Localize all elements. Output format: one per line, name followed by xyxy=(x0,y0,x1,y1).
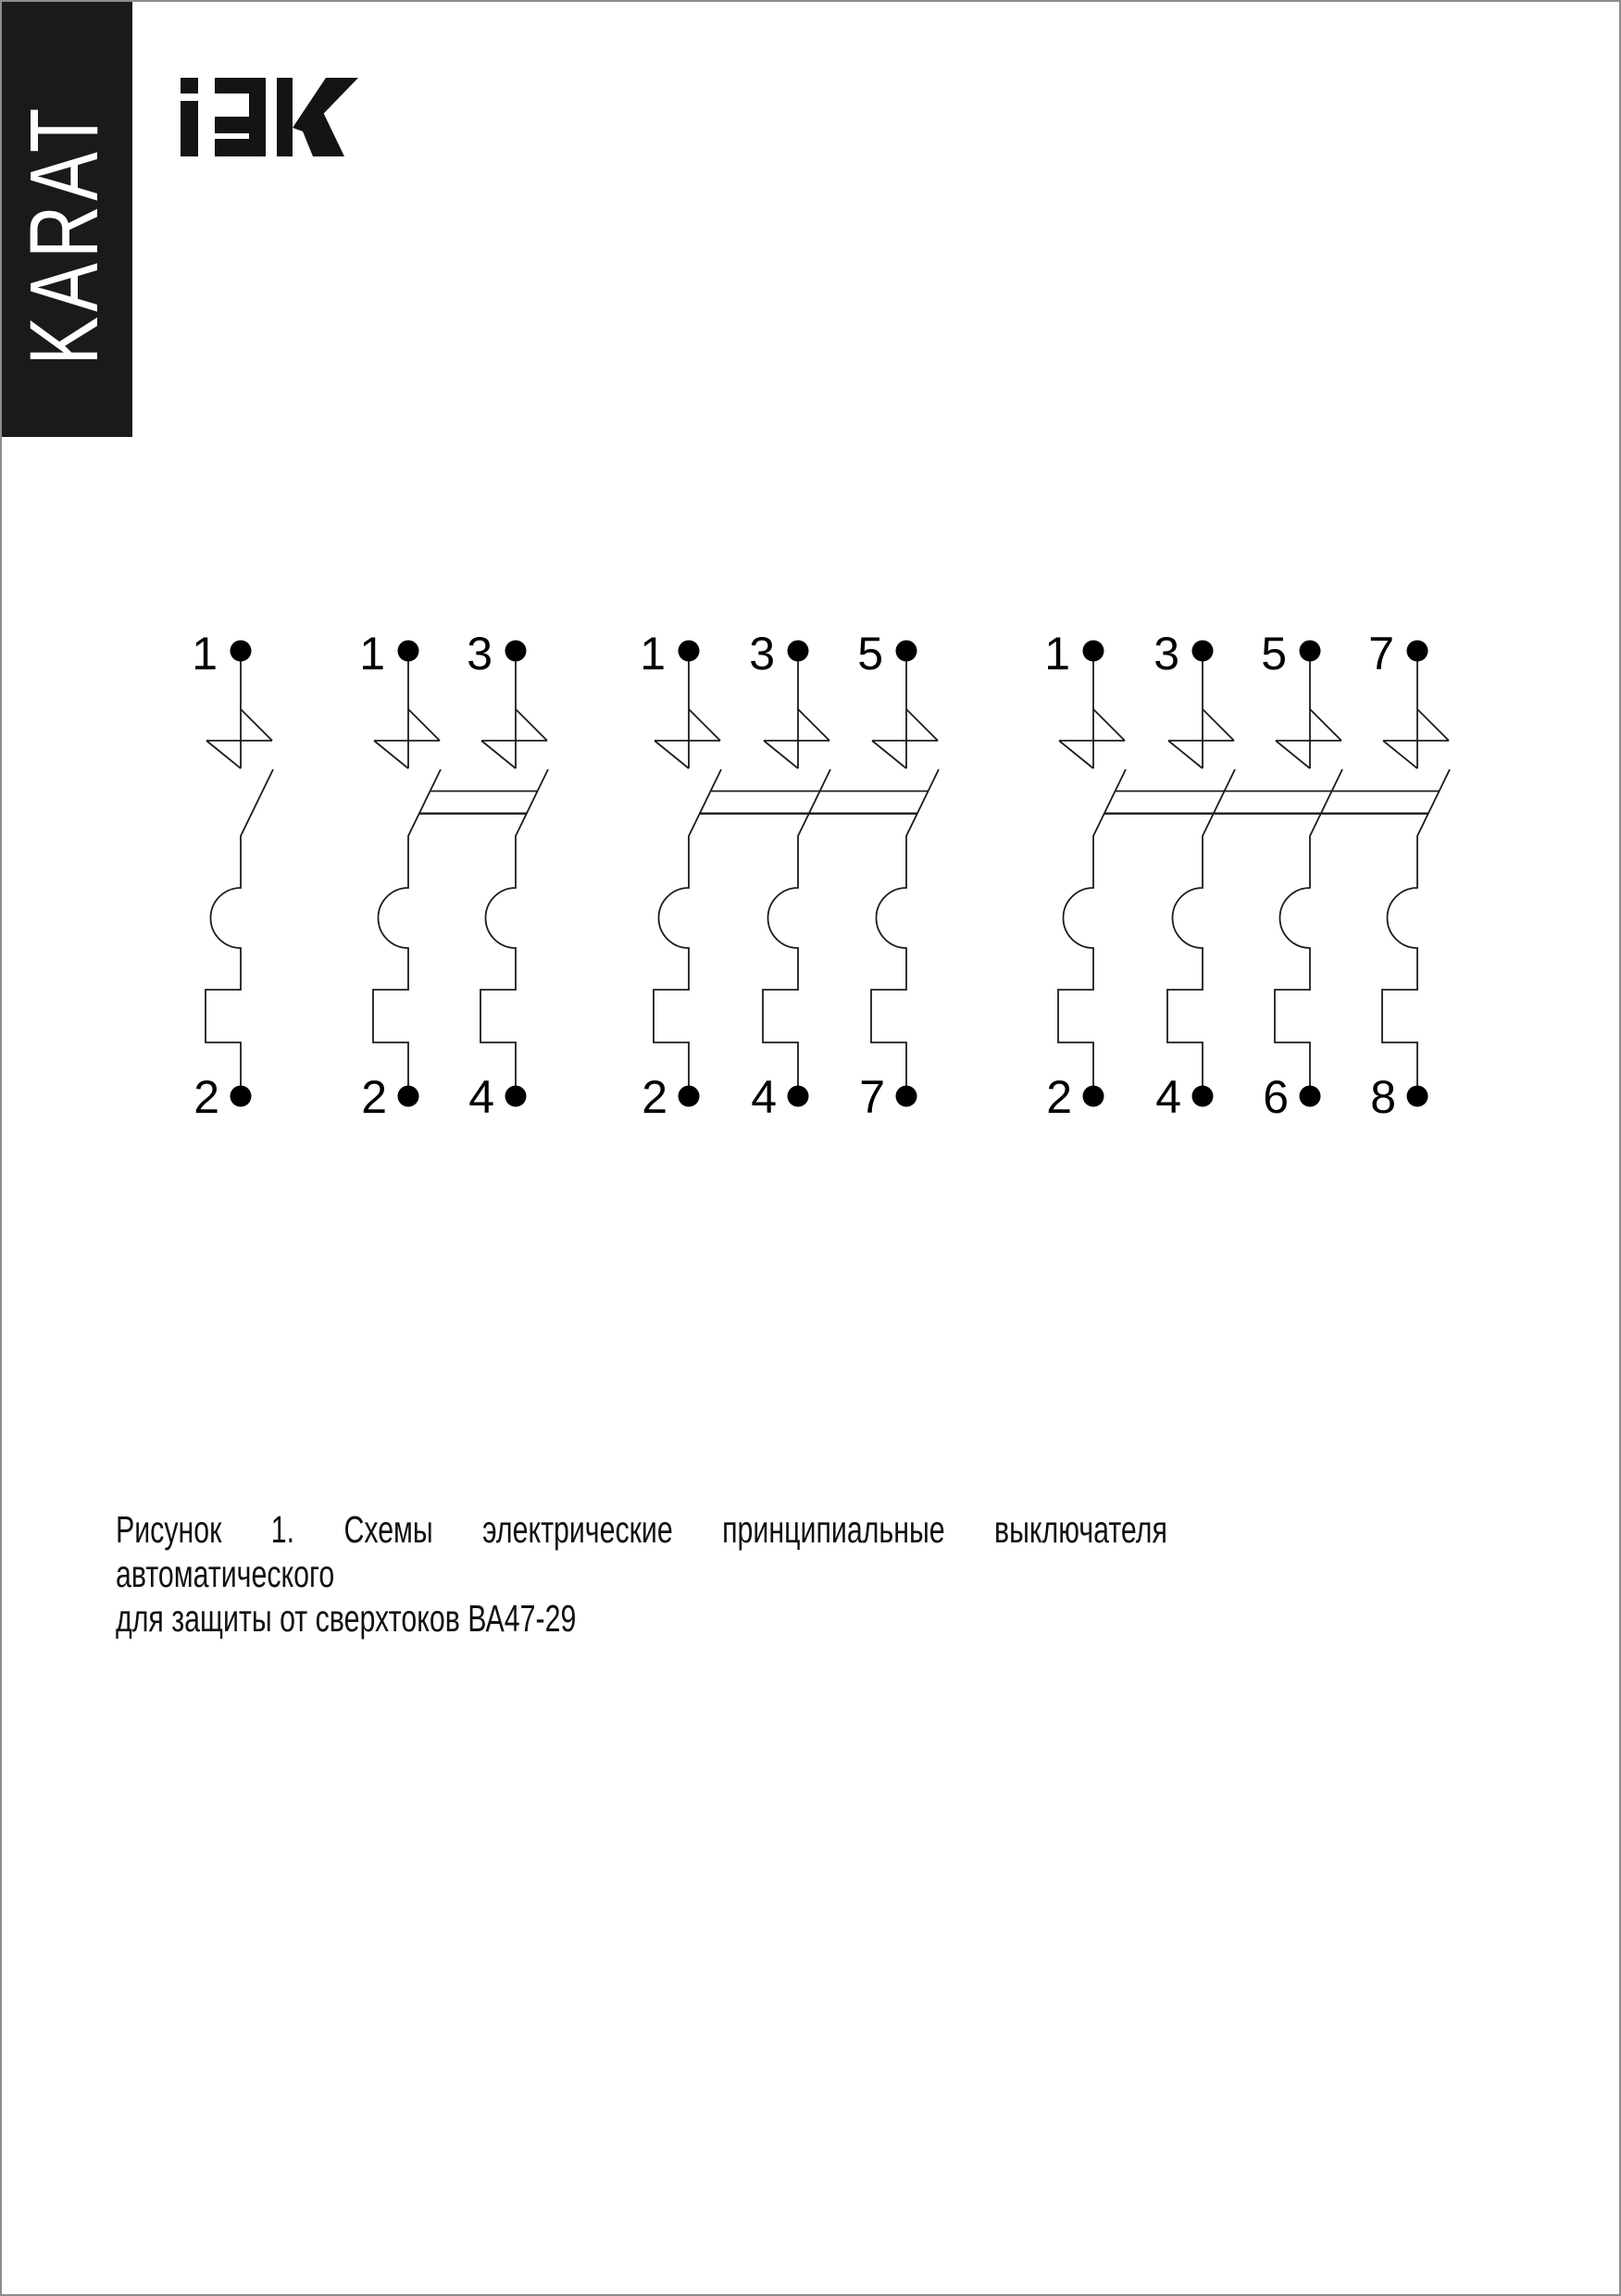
terminal-label-top: 5 xyxy=(1261,628,1287,680)
terminal-label-bottom: 8 xyxy=(1370,1071,1396,1123)
terminal-dot-top xyxy=(1192,641,1214,662)
terminal-label-top: 3 xyxy=(467,628,493,680)
terminal-label-bottom: 2 xyxy=(1046,1071,1072,1123)
terminal-dot-bottom xyxy=(398,1086,419,1107)
pole xyxy=(1153,628,1235,1123)
pole xyxy=(749,628,830,1123)
karat-brand-text: KARAT xyxy=(10,103,118,366)
terminal-label-bottom: 4 xyxy=(468,1071,494,1123)
terminal-label-top: 3 xyxy=(1153,628,1179,680)
terminal-label-top: 7 xyxy=(1368,628,1394,680)
terminal-label-bottom: 4 xyxy=(1155,1071,1181,1123)
terminal-label-bottom: 7 xyxy=(859,1071,885,1123)
figure-caption xyxy=(116,1507,1167,1641)
pole xyxy=(1368,628,1450,1123)
terminal-dot-bottom xyxy=(1300,1086,1321,1107)
terminal-dot-top xyxy=(1407,641,1428,662)
terminal-label-bottom: 6 xyxy=(1263,1071,1289,1123)
diagram-1-pole xyxy=(192,628,273,1123)
pole-circuit-path xyxy=(871,651,939,1096)
terminal-dot-bottom xyxy=(788,1086,809,1107)
caption-line-1: Рисунок 1. Схемы электрические принципиальные выключателя автоматического xyxy=(116,1508,1167,1595)
pole xyxy=(1261,628,1342,1123)
terminal-label-bottom: 2 xyxy=(642,1071,667,1123)
terminal-dot-bottom xyxy=(1083,1086,1104,1107)
pole xyxy=(192,628,273,1123)
terminal-label-top: 3 xyxy=(749,628,775,680)
pole-circuit-path xyxy=(1167,651,1235,1096)
diagram-3-pole xyxy=(640,628,939,1123)
circuit-diagrams xyxy=(2,2,1621,2296)
pole-circuit-path xyxy=(206,651,273,1096)
pole-circuit-path xyxy=(480,651,548,1096)
terminal-dot-top xyxy=(1300,641,1321,662)
pole-circuit-path xyxy=(654,651,721,1096)
terminal-dot-top xyxy=(505,641,527,662)
pole xyxy=(640,628,721,1123)
terminal-label-top: 1 xyxy=(640,628,666,680)
terminal-label-bottom: 4 xyxy=(751,1071,777,1123)
caption-line-2: для защиты от сверхтоков ВА47-29 xyxy=(116,1597,577,1640)
pole-circuit-path xyxy=(1058,651,1126,1096)
diagram-2-pole xyxy=(359,628,548,1123)
pole-circuit-path xyxy=(1382,651,1450,1096)
terminal-dot-bottom xyxy=(896,1086,917,1107)
terminal-dot-top xyxy=(788,641,809,662)
terminal-label-bottom: 2 xyxy=(361,1071,387,1123)
diagram-4-pole xyxy=(1044,628,1450,1123)
pole xyxy=(857,628,939,1123)
terminal-dot-bottom xyxy=(1192,1086,1214,1107)
terminal-dot-top xyxy=(398,641,419,662)
terminal-dot-bottom xyxy=(231,1086,252,1107)
pole xyxy=(467,628,548,1123)
pole-circuit-path xyxy=(373,651,441,1096)
terminal-label-top: 5 xyxy=(857,628,883,680)
terminal-dot-top xyxy=(231,641,252,662)
terminal-label-top: 1 xyxy=(192,628,218,680)
pole-circuit-path xyxy=(763,651,830,1096)
terminal-dot-bottom xyxy=(1407,1086,1428,1107)
terminal-dot-top xyxy=(896,641,917,662)
pole xyxy=(1044,628,1126,1123)
terminal-dot-top xyxy=(679,641,700,662)
terminal-dot-bottom xyxy=(505,1086,527,1107)
terminal-dot-bottom xyxy=(679,1086,700,1107)
pole-circuit-path xyxy=(1275,651,1342,1096)
terminal-label-top: 1 xyxy=(1044,628,1070,680)
pole xyxy=(359,628,441,1123)
terminal-label-bottom: 2 xyxy=(193,1071,219,1123)
terminal-label-top: 1 xyxy=(359,628,385,680)
terminal-dot-top xyxy=(1083,641,1104,662)
